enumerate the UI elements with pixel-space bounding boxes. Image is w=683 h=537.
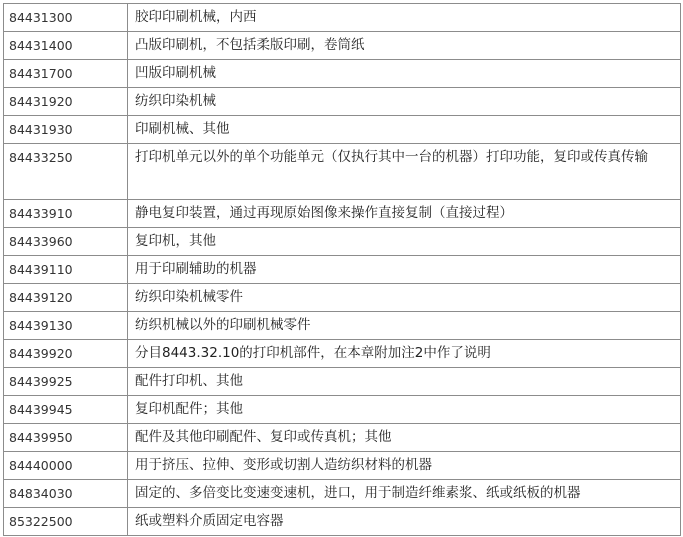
description-cell: 配件打印机、其他 <box>128 368 681 396</box>
table-row <box>4 284 681 312</box>
table-row <box>4 424 681 452</box>
hs-code-cell: 84433910 <box>4 200 128 228</box>
hs-code-cell: 84433250 <box>4 144 128 200</box>
description-cell: 分目8443.32.10的打印机部件，在本章附加注2中作了说明 <box>128 340 681 368</box>
description-cell: 复印机配件；其他 <box>128 396 681 424</box>
table-row <box>4 144 681 200</box>
description-cell: 配件及其他印刷配件、复印或传真机；其他 <box>128 424 681 452</box>
table-row <box>4 508 681 536</box>
description-cell: 纺织印染机械 <box>128 88 681 116</box>
hs-code-cell: 84431400 <box>4 32 128 60</box>
hs-code-cell: 84439925 <box>4 368 128 396</box>
table-row <box>4 312 681 340</box>
hs-code-cell: 84439920 <box>4 340 128 368</box>
table-row <box>4 32 681 60</box>
hs-code-cell: 84431700 <box>4 60 128 88</box>
table-row <box>4 480 681 508</box>
description-cell: 纺织机械以外的印刷机械零件 <box>128 312 681 340</box>
description-cell: 打印机单元以外的单个功能单元（仅执行其中一台的机器）打印功能，复印或传真传输 <box>128 144 681 200</box>
table-row <box>4 4 681 32</box>
hs-code-table <box>3 3 681 536</box>
table-row <box>4 340 681 368</box>
table-row <box>4 256 681 284</box>
hs-code-cell: 84431930 <box>4 116 128 144</box>
hs-code-cell: 84440000 <box>4 452 128 480</box>
description-cell: 胶印印刷机械，内西 <box>128 4 681 32</box>
table-row <box>4 396 681 424</box>
table-row <box>4 228 681 256</box>
description-cell: 复印机，其他 <box>128 228 681 256</box>
table-row <box>4 452 681 480</box>
hs-code-cell: 84439950 <box>4 424 128 452</box>
hs-code-cell: 84433960 <box>4 228 128 256</box>
description-cell: 静电复印装置，通过再现原始图像来操作直接复制（直接过程） <box>128 200 681 228</box>
hs-code-cell: 84431300 <box>4 4 128 32</box>
description-cell: 凸版印刷机，不包括柔版印刷，卷筒纸 <box>128 32 681 60</box>
table-row <box>4 116 681 144</box>
table-row <box>4 200 681 228</box>
hs-code-cell: 84439945 <box>4 396 128 424</box>
table-row <box>4 60 681 88</box>
hs-code-cell: 84431920 <box>4 88 128 116</box>
description-cell: 用于挤压、拉伸、变形或切割人造纺织材料的机器 <box>128 452 681 480</box>
hs-code-cell: 84439110 <box>4 256 128 284</box>
table-row <box>4 88 681 116</box>
table-body <box>4 4 681 536</box>
description-cell: 固定的、多倍变比变速变速机，进口，用于制造纤维素浆、纸或纸板的机器 <box>128 480 681 508</box>
description-cell: 印刷机械、其他 <box>128 116 681 144</box>
hs-code-cell: 84834030 <box>4 480 128 508</box>
hs-code-cell: 84439130 <box>4 312 128 340</box>
hs-code-cell: 84439120 <box>4 284 128 312</box>
table-row <box>4 368 681 396</box>
description-cell: 纺织印染机械零件 <box>128 284 681 312</box>
description-cell: 纸或塑料介质固定电容器 <box>128 508 681 536</box>
hs-code-cell: 85322500 <box>4 508 128 536</box>
description-cell: 凹版印刷机械 <box>128 60 681 88</box>
description-cell: 用于印刷辅助的机器 <box>128 256 681 284</box>
